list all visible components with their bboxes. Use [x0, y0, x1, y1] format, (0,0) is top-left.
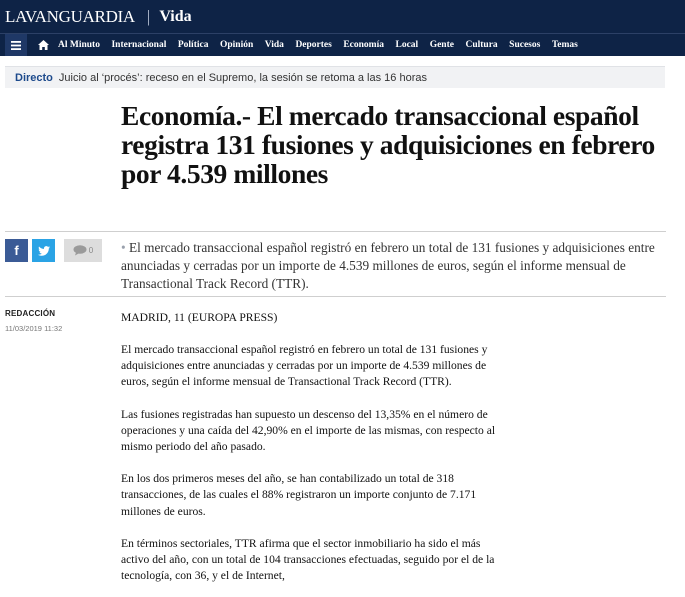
- top-bar: [0, 0, 685, 33]
- brand-divider: |: [146, 6, 151, 26]
- home-button[interactable]: [32, 34, 54, 56]
- article-summary: [121, 239, 661, 293]
- body-paragraph: Las fusiones registradas han supuesto un descenso del 13,35% en el número de operaciones y una caída del 42,90% en el importe de las mismas, con respecto al mismo periodo del año pasado.: [121, 407, 496, 454]
- nav-item-internacional[interactable]: Internacional: [111, 40, 167, 50]
- nav-item-al-minuto[interactable]: Al Minuto: [58, 40, 100, 50]
- live-label: Directo: [15, 71, 53, 84]
- body-paragraph: En términos sectoriales, TTR afirma que el sector inmobiliario ha sido el más activo del año, con un total de 104 transacciones efectuadas, seguido por el de la tecnología, con 36, y el de Internet,: [121, 536, 495, 583]
- nav-items: [58, 40, 589, 50]
- nav-item-temas[interactable]: Temas: [551, 40, 578, 50]
- author-name[interactable]: REDACCIÓN: [5, 309, 56, 318]
- publish-date: 11/03/2019 11:32: [5, 324, 63, 333]
- nav-item-economia[interactable]: Economía: [343, 40, 384, 50]
- facebook-share-button[interactable]: [5, 239, 28, 262]
- main-nav: [0, 33, 685, 56]
- article-headline: Economía.- El mercado transaccional español registra 131 fusiones y adquisiciones en febrero por 4.539 millones: [121, 100, 655, 189]
- twitter-share-button[interactable]: [32, 239, 55, 262]
- byline: [5, 309, 62, 333]
- dateline: MADRID, 11 (EUROPA PRESS): [121, 311, 278, 324]
- live-ticker[interactable]: [5, 66, 665, 88]
- summary-bottom-rule: [5, 296, 666, 297]
- summary-top-rule: [5, 231, 666, 232]
- nav-item-deportes[interactable]: Deportes: [295, 40, 332, 50]
- nav-item-sucesos[interactable]: Sucesos: [509, 40, 541, 50]
- share-bar: [5, 239, 102, 262]
- site-logo[interactable]: LAVANGUARDIA: [5, 6, 135, 26]
- nav-item-politica[interactable]: Política: [177, 40, 209, 50]
- hamburger-icon: [11, 41, 21, 50]
- nav-item-local[interactable]: Local: [395, 40, 419, 50]
- home-icon: [38, 40, 49, 50]
- twitter-icon: [38, 246, 50, 256]
- menu-button[interactable]: [5, 34, 27, 56]
- section-title[interactable]: Vida: [159, 7, 192, 25]
- nav-item-cultura[interactable]: Cultura: [465, 40, 498, 50]
- article-body: [121, 342, 509, 597]
- summary-text: El mercado transaccional español registró en febrero un total de 131 fusiones y adquisiciones entre anunciadas y cerradas por un importe de 4.539 millones de euros, según el informe mensual de Transactional Track Record (TTR).: [121, 240, 655, 291]
- summary-bullet: •: [121, 240, 126, 255]
- nav-item-opinion[interactable]: Opinión: [219, 40, 254, 50]
- nav-item-gente[interactable]: Gente: [429, 40, 454, 50]
- comment-icon: [73, 245, 87, 256]
- live-headline[interactable]: Juicio al ‘procés’: receso en el Supremo, la sesión se retoma a las 16 horas: [58, 71, 427, 84]
- comments-button[interactable]: [64, 239, 102, 262]
- comments-count: 0: [88, 246, 94, 255]
- nav-item-vida[interactable]: Vida: [264, 40, 284, 50]
- body-paragraph: En los dos primeros meses del año, se han contabilizado un total de 318 transacciones, de las cuales el 88% registraron un importe conjunto de 7.171 millones de euros.: [121, 472, 477, 518]
- body-paragraph: El mercado transaccional español registró en febrero un total de 131 fusiones y adquisiciones entre anunciadas y cerradas por un importe de 4.539 millones de euros, según el informe mensual de Transactional Track Record (TTR).: [121, 343, 488, 389]
- facebook-icon: f: [14, 243, 19, 258]
